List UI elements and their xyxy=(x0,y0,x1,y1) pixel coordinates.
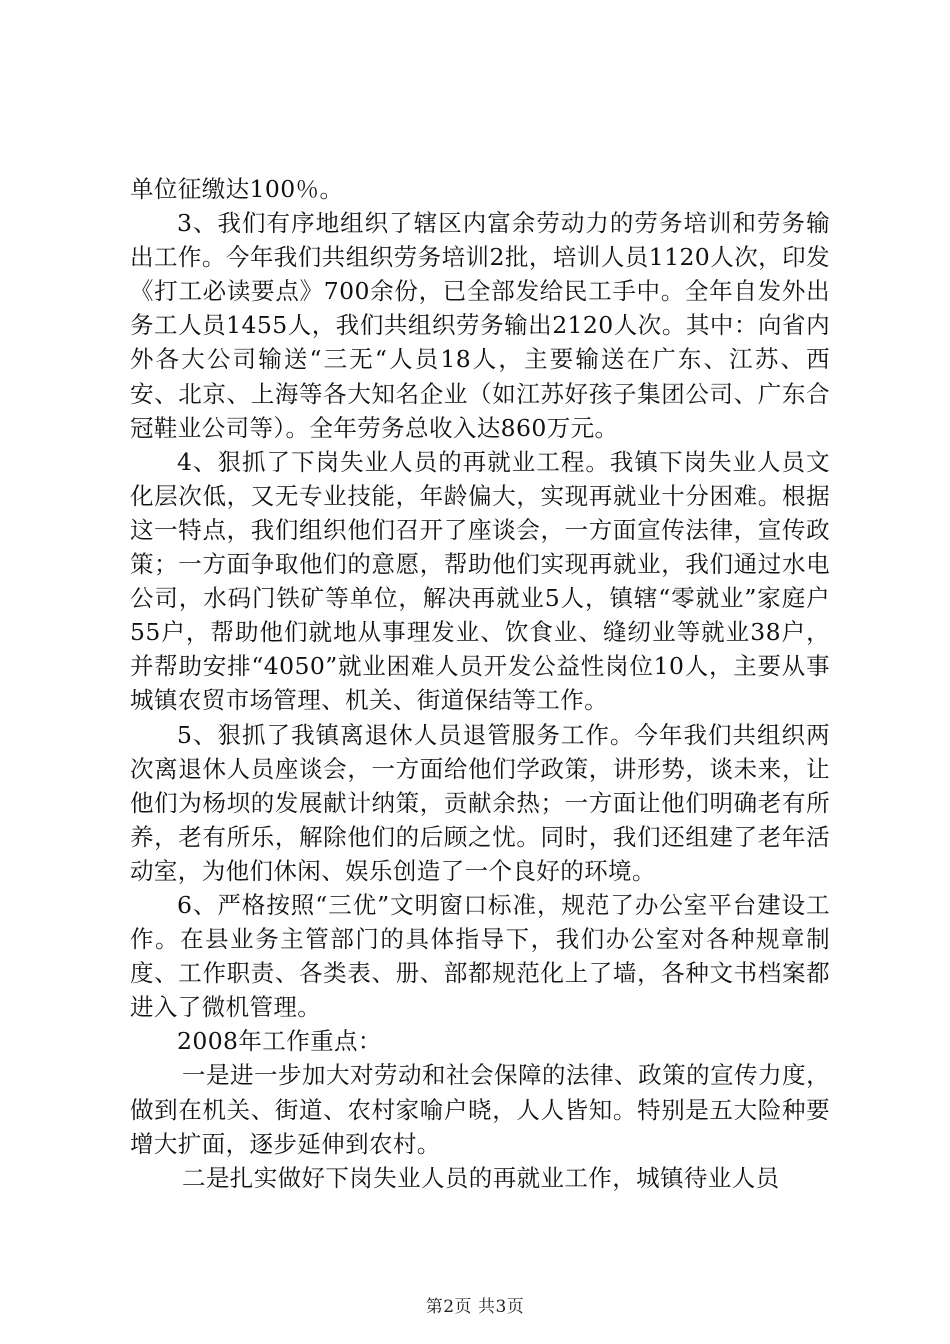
paragraph-item-5: 5、狠抓了我镇离退休人员退管服务工作。今年我们共组织两次离退休人员座谈会，一方面给他们学政策，讲形势，谈未来，让他们为杨坝的发展献计纳策，贡献余热；一方面让他们明确老有所养，老有所乐，解除他们的后顾之忧。同时，我们还组建了老年活动室，为他们休闲、娱乐创造了一个良好的环境。 xyxy=(130,720,830,885)
paragraph-item-3: 3、我们有序地组织了辖区内富余劳动力的劳务培训和劳务输出工作。今年我们共组织劳务培训2批，培训人员1120人次，印发《打工必读要点》700余份，已全部发给民工手中。全年自发外出务工人员1455人，我们共组织劳务输出2120人次。其中：向省内外各大公司输送“三无“人员18人，主要输送在广东、江苏、西安、北京、上海等各大知名企业（如江苏好孩子集团公司、广东合冠鞋业公司等）。全年劳务总收入达860万元。 xyxy=(130,209,830,442)
page-number-footer: 第2页 共3页 xyxy=(425,1297,525,1317)
section-heading-2008: 2008年工作重点： xyxy=(177,1027,382,1056)
paragraph-priority-1: 一是进一步加大对劳动和社会保障的法律、政策的宣传力度，做到在机关、街道、农村家喻户晓，人人皆知。特别是五大险种要增大扩面，逐步延伸到农村。 xyxy=(130,1061,830,1158)
paragraph-priority-2: 二是扎实做好下岗失业人员的再就业工作，城镇待业人员 xyxy=(182,1163,780,1192)
document-body xyxy=(130,172,830,1195)
paragraph-item-6: 6、严格按照“三优”文明窗口标准，规范了办公室平台建设工作。在县业务主管部门的具体指导下，我们办公室对各种规章制度、工作职责、各类表、册、部都规范化上了墙，各种文书档案都进入了微机管理。 xyxy=(130,890,830,1022)
paragraph-continuation: 单位征缴达100％。 xyxy=(130,175,344,203)
paragraph-item-4: 4、狠抓了下岗失业人员的再就业工程。我镇下岗失业人员文化层次低，又无专业技能，年龄偏大，实现再就业十分困难。根据这一特点，我们组织他们召开了座谈会，一方面宣传法律，宣传政策；一方面争取他们的意愿，帮助他们实现再就业，我们通过水电公司，水码门铁矿等单位，解决再就业5人，镇辖“零就业”家庭户55户，帮助他们就地从事理发业、饮食业、缝纫业等就业38户，并帮助安排“4050”就业困难人员开发公益性岗位10人，主要从事城镇农贸市场管理、机关、街道保结等工作。 xyxy=(130,447,830,715)
